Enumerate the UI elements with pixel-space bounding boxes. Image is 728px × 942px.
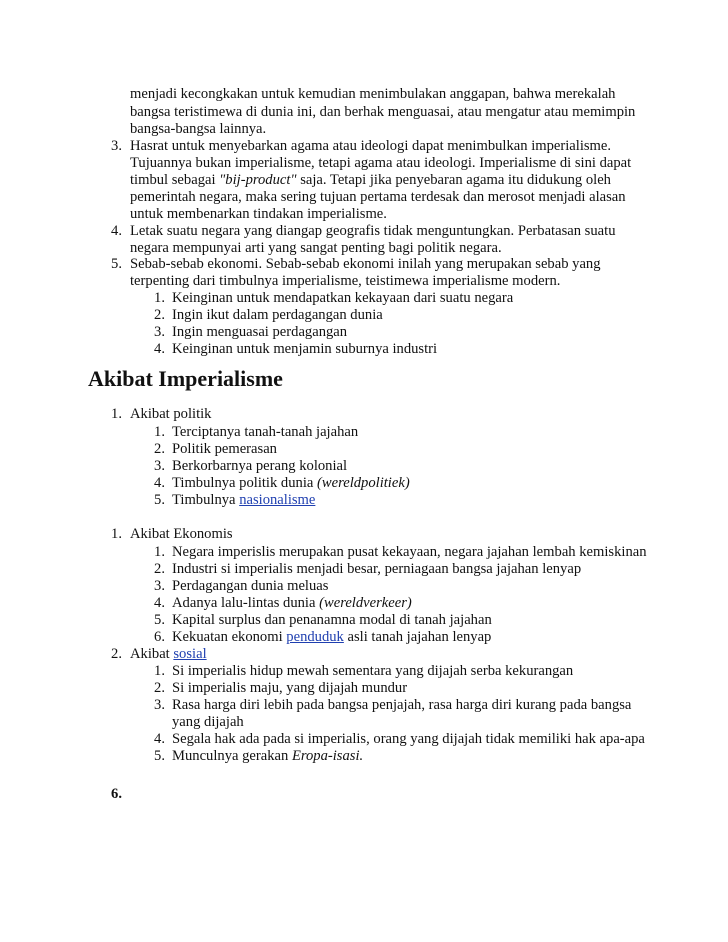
list-number: 2. <box>111 646 122 662</box>
section-heading: Akibat Imperialisme <box>88 366 283 391</box>
sublist-number: 5. <box>154 612 165 628</box>
list-number: 4. <box>111 223 122 239</box>
continuation-line: bangsa teristimewa di dunia ini, dan berhak menguasai, atau mengatur atau memimpin <box>130 104 636 120</box>
sublist-number: 3. <box>154 578 165 594</box>
continuation-line: bangsa-bangsa lainnya. <box>130 121 267 137</box>
list-item-text: negara mempunyai arti yang sangat penting bagi politik negara. <box>130 240 502 256</box>
sublist-number: 1. <box>154 663 165 679</box>
sublist-number: 3. <box>154 697 165 713</box>
sublist-item: Industri si imperialis menjadi besar, perniagaan bangsa jajahan lenyap <box>172 561 582 577</box>
italic-term: (wereldpolitiek) <box>317 475 410 491</box>
list-number: 6. <box>111 786 122 802</box>
sublist-item: Rasa harga diri lebih pada bangsa penjajah, rasa harga diri kurang pada bangsa <box>172 697 632 713</box>
italic-term: Eropa-isasi. <box>291 748 364 764</box>
sublist-number: 3. <box>154 458 165 474</box>
sublist-number: 1. <box>154 544 165 560</box>
list-item-label: Akibat sosial <box>130 646 207 662</box>
sublist-item: Ingin menguasai perdagangan <box>172 324 348 340</box>
sublist-number: 5. <box>154 748 165 764</box>
list-number: 1. <box>111 526 122 542</box>
italic-term: (wereldverkeer) <box>319 595 412 611</box>
italic-term: "bij-product" <box>219 172 297 188</box>
sublist-number: 2. <box>154 441 165 457</box>
sublist-item: Si imperialis hidup mewah sementara yang dijajah serba kekurangan <box>172 663 574 679</box>
sublist-item: Timbulnya nasionalisme <box>172 492 316 508</box>
sublist-number: 2. <box>154 680 165 696</box>
list-item-text: pemerintah negara, maka sering tujuan pertama terdesak dan merosot menjadi alasan <box>130 189 626 205</box>
nasionalisme-link[interactable]: nasionalisme <box>239 492 316 508</box>
sublist-number: 2. <box>154 307 165 323</box>
list-item-text: Tujuannya bukan imperialisme, tetapi agama atau ideologi. Imperialisme di sini dapat <box>130 155 632 171</box>
sublist-item: Negara imperislis merupakan pusat kekayaan, negara jajahan lembah kemiskinan <box>172 544 647 560</box>
list-number: 1. <box>111 406 122 422</box>
sublist-item: Politik pemerasan <box>172 441 277 457</box>
sublist-item: Segala hak ada pada si imperialis, orang yang dijajah tidak memiliki hak apa-apa <box>172 731 645 747</box>
sublist-number: 3. <box>154 324 165 340</box>
list-number: 3. <box>111 138 122 154</box>
sublist-item: Perdagangan dunia meluas <box>172 578 329 594</box>
sublist-item: Berkorbarnya perang kolonial <box>172 458 348 474</box>
list-item-text: timbul sebagai "bij-product" saja. Tetapi jika penyebaran agama itu didukung oleh <box>130 172 611 188</box>
list-item-label: Akibat politik <box>130 406 212 422</box>
sublist-number: 4. <box>154 341 165 357</box>
sublist-item: Keinginan untuk mendapatkan kekayaan dari suatu negara <box>172 290 514 306</box>
penduduk-link[interactable]: penduduk <box>286 629 344 645</box>
sublist-item: Si imperialis maju, yang dijajah mundur <box>172 680 408 696</box>
sublist-item: Munculnya gerakan Eropa-isasi. <box>172 748 364 764</box>
sublist-number: 4. <box>154 731 165 747</box>
continuation-line: menjadi kecongkakan untuk kemudian menimbulakan anggapan, bahwa merekalah <box>130 86 616 102</box>
sublist-number: 1. <box>154 424 165 440</box>
sublist-number: 5. <box>154 492 165 508</box>
sublist-item: Kekuatan ekonomi penduduk asli tanah jajahan lenyap <box>172 629 492 645</box>
sublist-number: 2. <box>154 561 165 577</box>
list-item-label: Akibat Ekonomis <box>130 526 233 542</box>
sublist-item: Timbulnya politik dunia (wereldpolitiek) <box>172 475 410 491</box>
list-item-text: terpenting dari timbulnya imperialisme, teistimewa imperialisme modern. <box>130 273 561 289</box>
sublist-number: 1. <box>154 290 165 306</box>
sublist-number: 4. <box>154 595 165 611</box>
list-item-text: untuk membenarkan tindakan imperialisme. <box>130 206 387 222</box>
sublist-item: Ingin ikut dalam perdagangan dunia <box>172 307 383 323</box>
sublist-item: yang dijajah <box>172 714 244 730</box>
sublist-item: Terciptanya tanah-tanah jajahan <box>172 424 359 440</box>
sublist-item: Kapital surplus dan penanamna modal di tanah jajahan <box>172 612 492 628</box>
sublist-item: Adanya lalu-lintas dunia (wereldverkeer) <box>172 595 412 611</box>
list-item-text: Hasrat untuk menyebarkan agama atau ideologi dapat menimbulkan imperialisme. <box>130 138 612 154</box>
list-item-text: Letak suatu negara yang diangap geografis tidak menguntungkan. Perbatasan suatu <box>130 223 616 239</box>
list-item-text: Sebab-sebab ekonomi. Sebab-sebab ekonomi inilah yang merupakan sebab yang <box>130 256 601 272</box>
sosial-link[interactable]: sosial <box>173 646 207 662</box>
sublist-number: 4. <box>154 475 165 491</box>
sublist-item: Keinginan untuk menjamin suburnya industri <box>172 341 438 357</box>
list-number: 5. <box>111 256 122 272</box>
sublist-number: 6. <box>154 629 165 645</box>
